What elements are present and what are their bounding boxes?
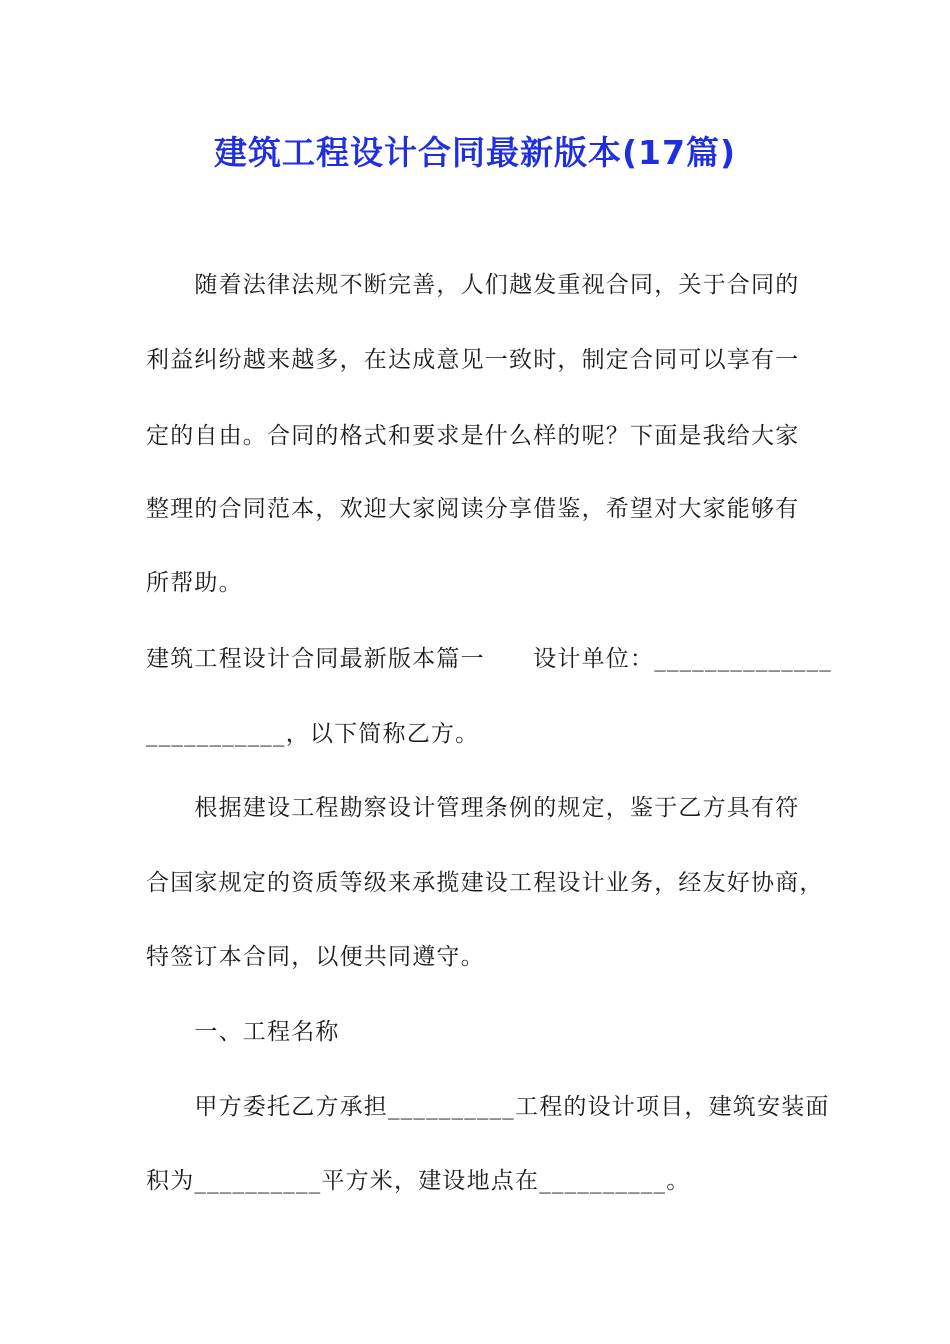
paragraph-line: 定的自由。合同的格式和要求是什么样的呢？下面是我给大家 bbox=[146, 423, 800, 449]
paragraph-line: 甲方委托乙方承担__________工程的设计项目，建筑安装面 bbox=[146, 1094, 830, 1120]
clause-heading: 一、工程名称 bbox=[146, 1019, 340, 1045]
paragraph-line: ___________，以下简称乙方。 bbox=[146, 721, 480, 747]
document-title: 建筑工程设计合同最新版本(17篇) bbox=[213, 133, 737, 172]
section-heading-line: 建筑工程设计合同最新版本篇一 设计单位：______________ bbox=[146, 646, 832, 672]
paragraph-line: 随着法律法规不断完善，人们越发重视合同，关于合同的 bbox=[146, 272, 800, 298]
paragraph-line: 特签订本合同，以便共同遵守。 bbox=[146, 944, 485, 970]
paragraph-line: 利益纠纷越来越多，在达成意见一致时，制定合同可以享有一 bbox=[146, 347, 800, 373]
paragraph-line: 整理的合同范本，欢迎大家阅读分享借鉴，希望对大家能够有 bbox=[146, 496, 800, 522]
paragraph-line: 根据建设工程勘察设计管理条例的规定，鉴于乙方具有符 bbox=[146, 795, 800, 821]
paragraph-line: 所帮助。 bbox=[146, 570, 243, 596]
paragraph-line: 合国家规定的资质等级来承揽建设工程设计业务，经友好协商， bbox=[146, 870, 824, 896]
paragraph-line: 积为__________平方米，建设地点在__________。 bbox=[146, 1168, 691, 1194]
